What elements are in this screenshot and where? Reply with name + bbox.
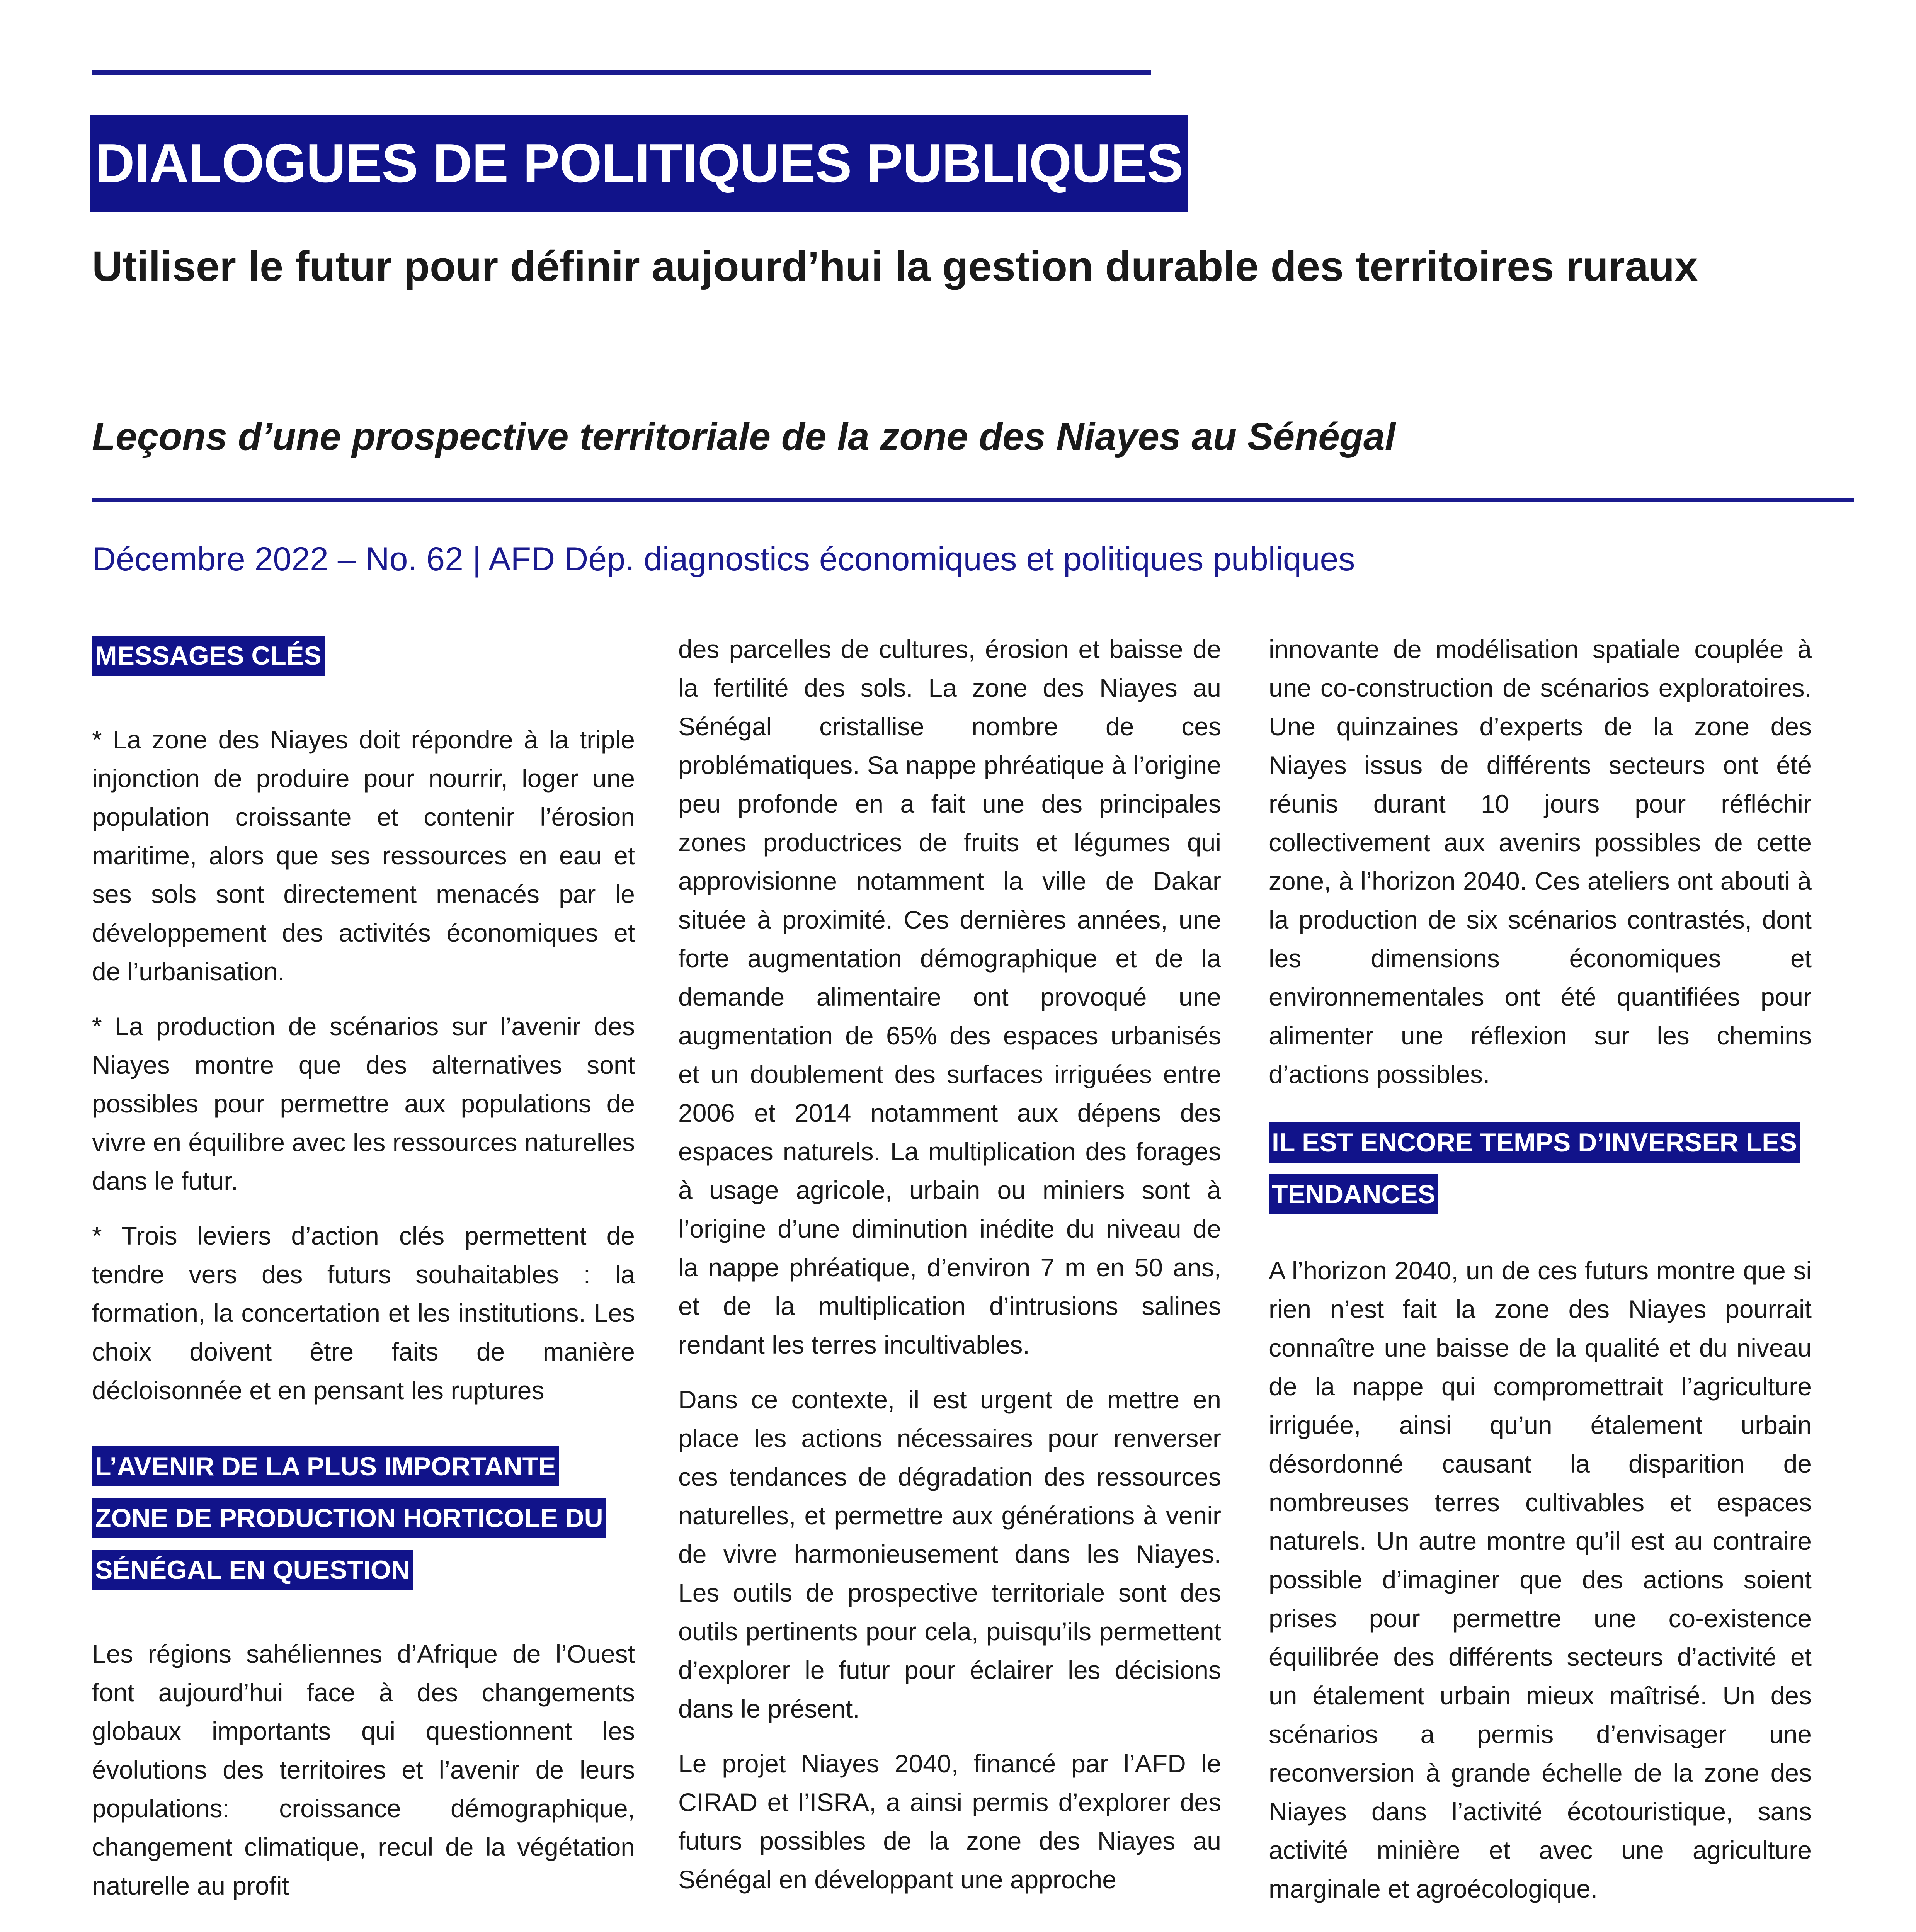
publication-meta: Décembre 2022 – No. 62 | AFD Dép. diagnostics économiques et politiques publiques: [92, 541, 1355, 578]
heading-wrap-messages: [92, 630, 635, 682]
paragraph: Dans ce contexte, il est urgent de mettre en place les actions nécessaires pour renverser ces tendances de dégradation des ressources naturelles, et permettre aux générations à venir de vivre harmonieusement dans les Niayes. Les outils de prospective territoriale sont des outils pertinents pour cela, puisqu’ils permettent d’explorer le futur pour éclairer les décisions dans le présent.: [678, 1385, 1221, 1723]
heading-wrap-avenir: [92, 1440, 604, 1596]
page-subtitle-italic: Leçons d’une prospective territoriale de la zone des Niayes au Sénégal: [92, 415, 1396, 458]
paragraph: Le projet Niayes 2040, financé par l’AFD le CIRAD et l’ISRA, a ainsi permis d’explorer des futurs possibles de la zone des Niayes au Sénégal en développant une approche: [678, 1749, 1221, 1894]
page-title: DIALOGUES DE POLITIQUES PUBLIQUES: [90, 115, 1188, 212]
heading-wrap-tendances: [1269, 1117, 1812, 1220]
column-1: [92, 630, 635, 1921]
column-3: [1269, 630, 1812, 1924]
key-message-2: * La production de scénarios sur l’avenir des Niayes montre que des alternatives sont possibles pour permettre aux populations de vivre en équilibre avec les ressources naturelles dans le futur.: [92, 1012, 635, 1195]
section-heading-messages: MESSAGES CLÉS: [92, 636, 325, 676]
middle-rule: [92, 498, 1854, 502]
paragraph: des parcelles de cultures, érosion et baisse de la fertilité des sols. La zone des Niayes au Sénégal cristallise nombre de ces problématiques. Sa nappe phréatique à l’origine peu profonde en a fait une des principales zones productrices de fruits et légumes qui approvisionne notamment la ville de Dakar située à proximité. Ces dernières années, une forte augmentation démographique et de la demande alimentaire ont provoqué une augmentation de 65% des espaces urbanisés et un doublement des surfaces irriguées entre 2006 et 2014 notamment aux dépens des espaces naturels. La multiplication des forages à usage agricole, urbain ou miniers sont à l’origine d’une diminution inédite du niveau de la nappe phréatique, d’environ 7 m en 50 ans, et de la multiplication d’intrusions salines rendant les terres incultivables.: [678, 635, 1221, 1359]
paragraph: innovante de modélisation spatiale couplée à une co-construction de scénarios exploratoires. Une quinzaines d’experts de la zone des Niayes issus de différents secteurs ont été réunis durant 10 jours pour réfléchir collectivement aux avenirs possibles de cette zone, à l’horizon 2040. Ces ateliers ont abouti à la production de six scénarios contrastés, dont les dimensions économiques et environnementales ont été quantifiées pour alimenter une réflexion sur les chemins d’actions possibles.: [1269, 635, 1812, 1088]
section-heading-avenir: L’AVENIR DE LA PLUS IMPORTANTE ZONE DE PRODUCTION HORTICOLE DU SÉNÉGAL EN QUESTION: [92, 1446, 606, 1590]
key-message-3: * Trois leviers d’action clés permettent de tendre vers des futurs souhaitables : la formation, la concertation et les institutions. Les choix doivent être faits de manière décloisonnée et en pensant les ruptures: [92, 1221, 635, 1405]
key-message-1: * La zone des Niayes doit répondre à la triple injonction de produire pour nourrir, loger une population croissante et contenir l’érosion maritime, alors que ses ressources en eau et ses sols sont directement menacés par le développement des activités économiques et de l’urbanisation.: [92, 725, 635, 986]
page-subtitle: Utiliser le futur pour définir aujourd’hui la gestion durable des territoires ruraux: [92, 243, 1698, 290]
section-heading-tendances: IL EST ENCORE TEMPS D’INVERSER LES TENDANCES: [1269, 1122, 1800, 1214]
column-2: [678, 630, 1221, 1915]
paragraph: Les régions sahéliennes d’Afrique de l’Ouest font aujourd’hui face à des changements globaux importants qui questionnent les évolutions des territoires et l’avenir de leurs populations: croissance démographique, changement climatique, recul de la végétation naturelle au profit: [92, 1639, 635, 1900]
top-rule: [92, 70, 1151, 75]
paragraph: A l’horizon 2040, un de ces futurs montre que si rien n’est fait la zone des Niayes pourrait connaître une baisse de la qualité et du niveau de la nappe qui compromettrait l’agriculture irriguée, ainsi qu’un étalement urbain désordonné causant la disparition de nombreuses terres cultivables et espaces naturels. Un autre montre qu’il est au contraire possible d’imaginer que des actions soient prises pour permettre une co-existence équilibrée des différents secteurs d’activité et un étalement urbain mieux maîtrisé. Un des scénarios a permis d’envisager une reconversion à grande échelle de la zone des Niayes dans l’activité écotouristique, sans activité minière et avec une agriculture marginale et agroécologique.: [1269, 1256, 1812, 1903]
